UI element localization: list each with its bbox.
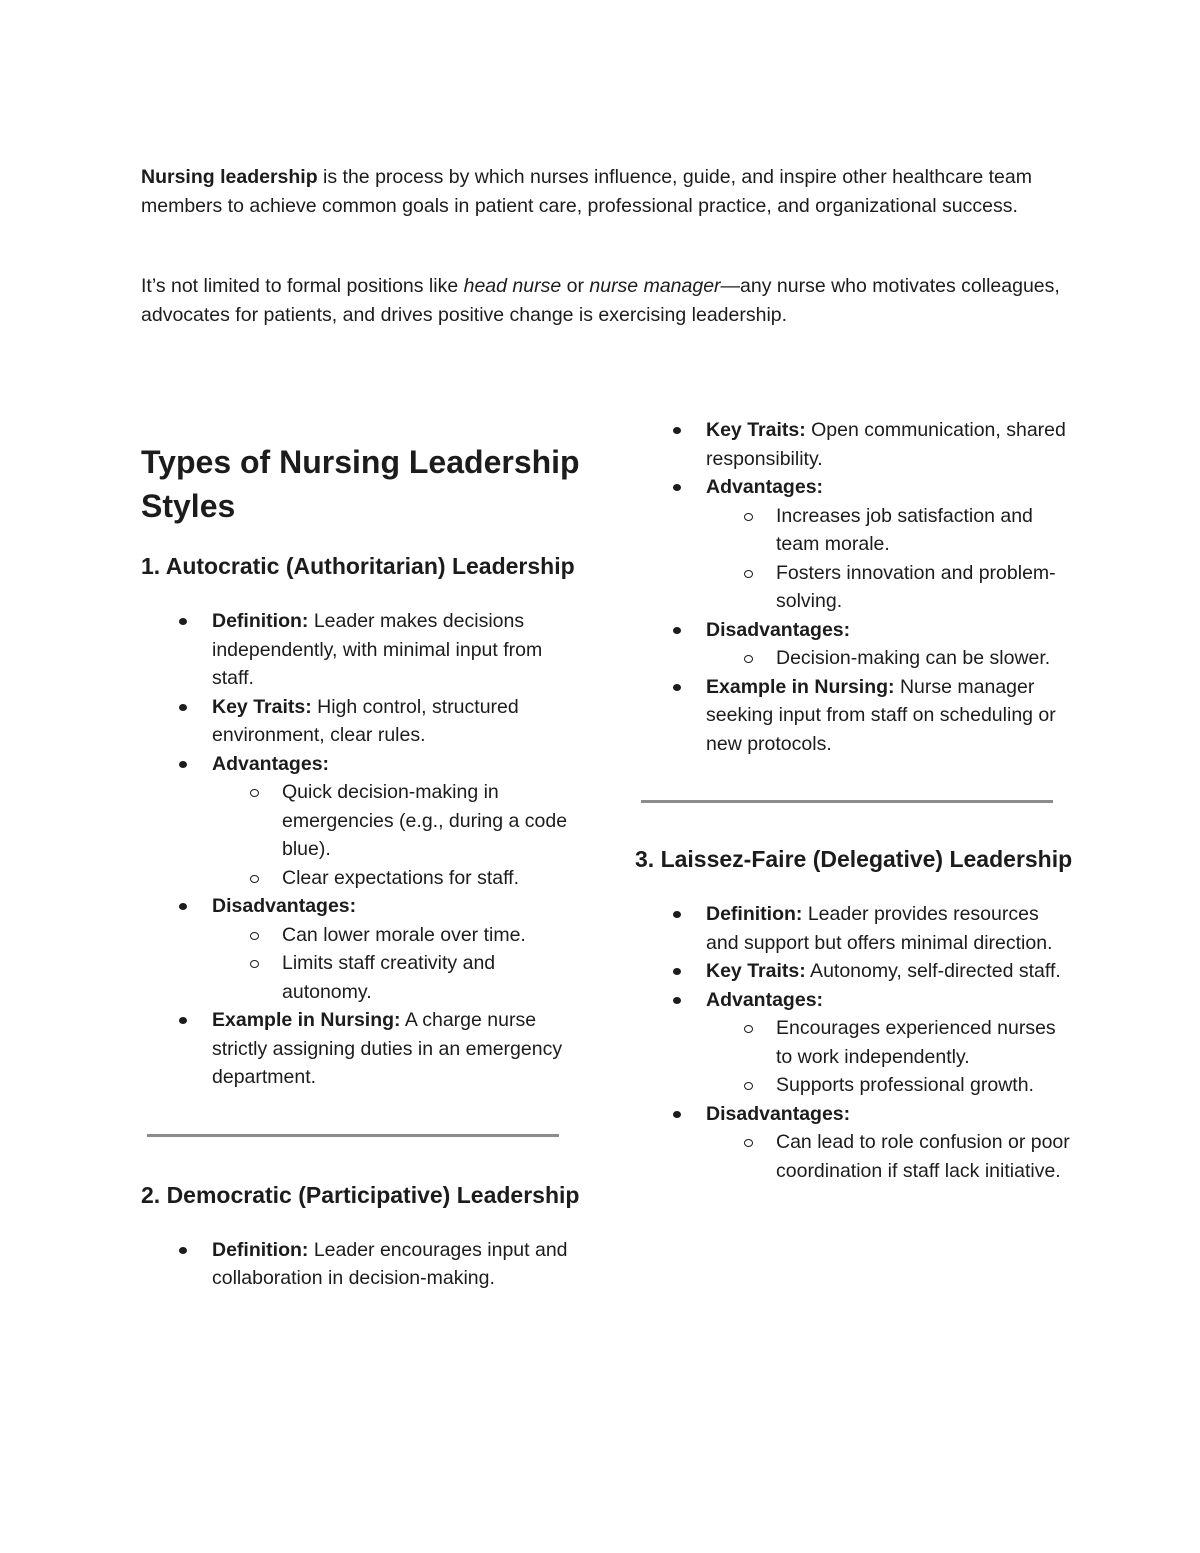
sub-list-item: Fosters innovation and problem-solving.: [776, 559, 1075, 616]
intro-paragraph-2: [141, 272, 1061, 329]
section-autocratic: [141, 550, 581, 1092]
item-text: Leader makes decisions independently, with minimal input from staff.: [212, 610, 543, 689]
list-item-example: [706, 673, 1075, 759]
left-column: [141, 440, 581, 1293]
intro-paragraph-1: [141, 163, 1061, 220]
item-label: Disadvantages:: [706, 1102, 851, 1125]
item-label: Advantages:: [706, 476, 824, 498]
item-text: Autonomy, self-directed staff.: [805, 960, 1061, 982]
sub-list-item: Encourages experienced nurses to work independently.: [776, 1014, 1075, 1071]
section-heading: 1. Autocratic (Authoritarian) Leadership: [141, 553, 575, 579]
sub-list: [706, 502, 1075, 616]
intro-text: It’s not limited to formal positions like: [141, 275, 464, 297]
sub-list-item: Increases job satisfaction and team morale.: [776, 502, 1075, 559]
item-label: Key Traits:: [706, 960, 806, 982]
item-label: Key Traits:: [706, 419, 806, 441]
item-label: Advantages:: [706, 988, 824, 1011]
item-text: Nurse manager seeking input from staff on scheduling or new protocols.: [706, 675, 1056, 755]
list-item-disadvantages: [212, 892, 581, 1006]
list-item-key-traits: [706, 416, 1075, 473]
intro-term: Nursing leadership: [141, 166, 318, 188]
item-text: Leader encourages input and collaboration in decision-making.: [212, 1238, 568, 1289]
sub-list: [212, 778, 581, 892]
item-label: Disadvantages:: [212, 895, 357, 917]
sub-list: [706, 1014, 1075, 1100]
item-label: Key Traits:: [212, 695, 312, 718]
item-label: Definition:: [212, 1238, 309, 1261]
section-laissez-faire: [635, 843, 1075, 1185]
list-item-key-traits: [212, 693, 581, 750]
sub-list-item: Clear expectations for staff.: [282, 864, 581, 893]
item-label: Disadvantages:: [706, 618, 851, 641]
democratic-list-part-1: [141, 1236, 581, 1293]
section-democratic: [141, 1179, 581, 1293]
sub-list-item: Can lower morale over time.: [282, 921, 581, 950]
list-item-example: [212, 1006, 581, 1092]
section-heading: 3. Laissez-Faire (Delegative) Leadership: [635, 846, 1073, 872]
list-item-advantages: [706, 473, 1075, 616]
sub-list-item: Decision-making can be slower.: [776, 644, 1075, 673]
intro-text: —any nurse who motivates colleagues, advocates for patients, and drives positive change is exercising leadership.: [141, 275, 1060, 326]
section-divider: [147, 1134, 559, 1137]
emphasis-nurse-manager: nurse manager: [589, 275, 721, 297]
list-item-definition: [212, 1236, 581, 1293]
sub-list: [212, 921, 581, 1007]
page-title: Types of Nursing Leadership Styles: [141, 444, 580, 524]
sub-list: [706, 1128, 1075, 1185]
sub-list: [706, 644, 1075, 673]
sub-list-item: Quick decision-making in emergencies (e.g., during a code blue).: [282, 778, 581, 864]
list-item-definition: [212, 607, 581, 693]
democratic-list-part-2: [635, 416, 1075, 758]
item-text: A charge nurse strictly assigning duties in an emergency department.: [212, 1009, 563, 1088]
sub-list-item: Limits staff creativity and autonomy.: [282, 949, 581, 1006]
list-item-disadvantages: [706, 616, 1075, 673]
list-item-key-traits: [706, 957, 1075, 986]
item-text: Open communication, shared responsibility.: [706, 419, 1066, 470]
section-heading: 2. Democratic (Participative) Leadership: [141, 1181, 580, 1208]
sub-list-item: Supports professional growth.: [776, 1071, 1075, 1100]
item-label: Advantages:: [212, 752, 330, 775]
item-label: Definition:: [706, 903, 803, 925]
laissez-faire-list: [635, 900, 1075, 1185]
section-divider: [641, 800, 1053, 803]
item-label: Example in Nursing:: [706, 675, 895, 698]
list-item-advantages: [706, 986, 1075, 1100]
intro-text: or: [561, 275, 590, 297]
item-text: Leader provides resources and support but offers minimal direction.: [706, 903, 1053, 954]
autocratic-list: [141, 607, 581, 1092]
list-item-definition: [706, 900, 1075, 957]
right-column: [635, 416, 1075, 1185]
sub-list-item: Can lead to role confusion or poor coordination if staff lack initiative.: [776, 1128, 1075, 1185]
item-label: Example in Nursing:: [212, 1009, 401, 1031]
item-label: Definition:: [212, 610, 309, 632]
list-item-disadvantages: [706, 1100, 1075, 1186]
list-item-advantages: [212, 750, 581, 893]
intro-definition-text: is the process by which nurses influence, guide, and inspire other healthcare team members to achieve common goals in patient care, professional practice, and organizational success.: [141, 166, 1032, 217]
item-text: High control, structured environment, clear rules.: [212, 695, 519, 746]
emphasis-head-nurse: head nurse: [463, 275, 562, 297]
